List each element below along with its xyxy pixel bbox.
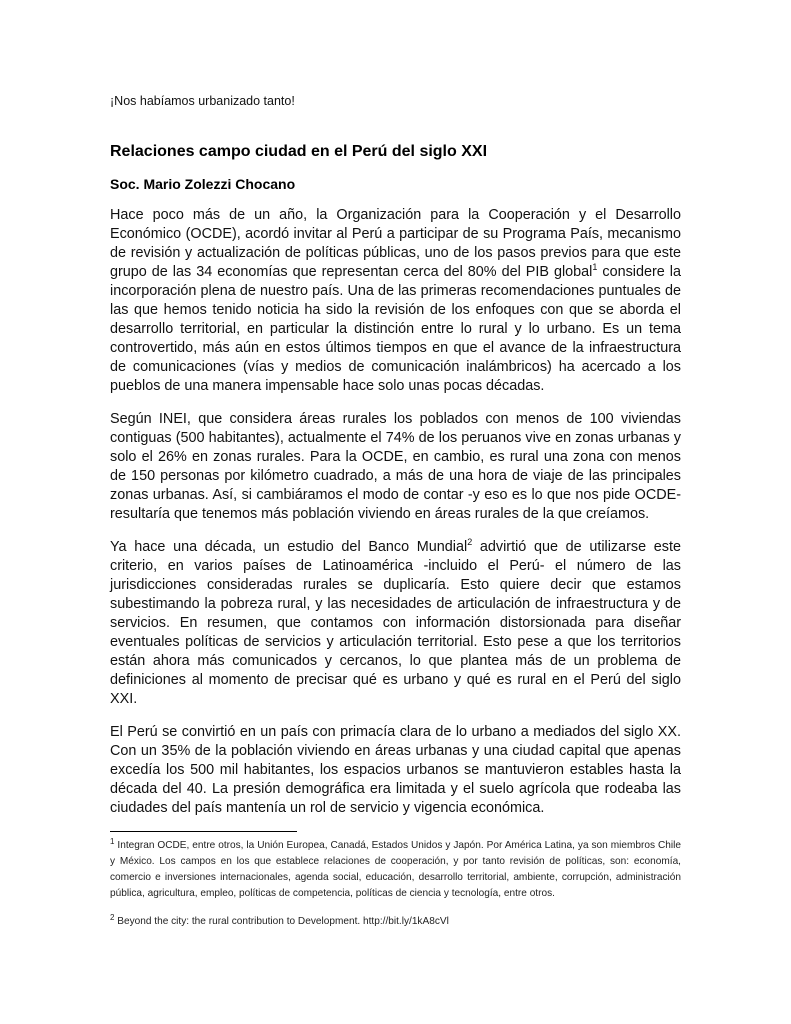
- footnote-separator: [110, 831, 297, 832]
- article-author: Soc. Mario Zolezzi Chocano: [110, 176, 296, 192]
- paragraph: [110, 206, 681, 396]
- footnote-reference: 1: [592, 262, 598, 272]
- footnote-mark: 1: [110, 837, 115, 846]
- article-body: [110, 206, 681, 832]
- paragraph: El Perú se convirtió en un país con primacía clara de lo urbano a mediados del siglo XX. Con un 35% de la población viviendo en áreas urbanas y una ciudad capital que apenas excedía los 500 mil habitantes, los espacios urbanos se mantuvieron estables hasta la década del 40. La presión demográfica era limitada y el suelo agrícola que rodeaba las ciudades del país mantenía un rol de servicio y vigencia económica.: [110, 724, 681, 816]
- footnote-text: Beyond the city: the rural contribution to Development. http://bit.ly/1kA8cVl: [114, 916, 449, 927]
- paragraph-text: considere la incorporación plena de nuestro país. Una de las primeras recomendaciones puntuales de las que hemos tenido noticia ha sido la revisión de los enfoques con que se aborda el desarrollo territorial, en particular la distinción entre lo rural y lo urbano. Es un tema controvertido, más aún en estos últimos tiempos en que el avance de la infraestructura de comunicaciones (vías y medios de comunicación inalámbricos) ha acercado a los pueblos de una manera impensable hace solo unas pocas décadas.: [110, 264, 681, 394]
- footnote-reference: 2: [467, 537, 473, 547]
- paragraph-text: advirtió que de utilizarse este criterio, en varios países de Latinoamérica -incluido el Perú- el número de las jurisdicciones consideradas rurales se duplicaría. Esto quiere decir que estamos subestimando la pobreza rural, y las necesidades de articulación de infraestructura y de servicios. En resumen, que contamos con información distorsionada para diseñar eventuales políticas de servicios y articulación territorial. Esto pese a que los territorios están ahora más comunicados y cercanos, lo que plantea más de un problema de definiciones al momento de precisar qué es urbano y qué es rural en el Perú del siglo XXI.: [110, 539, 681, 707]
- footnote: [110, 914, 681, 930]
- paragraph-text: Hace poco más de un año, la Organización para la Cooperación y el Desarrollo Económico (OCDE), acordó invitar al Perú a participar de su Programa País, mecanismo de revisión y actualización de políticas públicas, uno de los pasos previos para que este grupo de las 34 economías que representan cerca del 80% del PIB global: [110, 207, 681, 280]
- paragraph: Según INEI, que considera áreas rurales los poblados con menos de 100 viviendas contiguas (500 habitantes), actualmente el 74% de los peruanos vive en zonas urbanas y solo el 26% en zonas rurales. Para la OCDE, en cambio, es rural una zona con menos de 150 personas por kilómetro cuadrado, a más de una hora de viaje de las principales zonas urbanas. Así, si cambiáramos el modo de contar -y eso es lo que nos pide OCDE- resultaría que tenemos más población viviendo en áreas rurales de la que creíamos.: [110, 411, 681, 522]
- footnote-mark: 2: [110, 913, 115, 922]
- article-title: Relaciones campo ciudad en el Perú del siglo XXI: [110, 143, 488, 160]
- footnotes: [110, 838, 681, 942]
- footnote-text: Integran OCDE, entre otros, la Unión Europea, Canadá, Estados Unidos y Japón. Por América Latina, ya son miembros Chile y México. Los campos en los que establece relaciones de cooperación, y por tanto revisión de políticas, son: economía, comercio e inversiones internacionales, agenda social, educación, desarrollo territorial, ambiente, corrupción, administración pública, agricultura, empleo, políticas de competencia, políticas de ciencia y tecnología, entre otros.: [110, 840, 681, 899]
- footnote: [110, 838, 681, 902]
- document-header: ¡Nos habíamos urbanizado tanto!: [110, 94, 295, 108]
- paragraph: [110, 538, 681, 709]
- paragraph-text: Ya hace una década, un estudio del Banco Mundial: [110, 539, 468, 555]
